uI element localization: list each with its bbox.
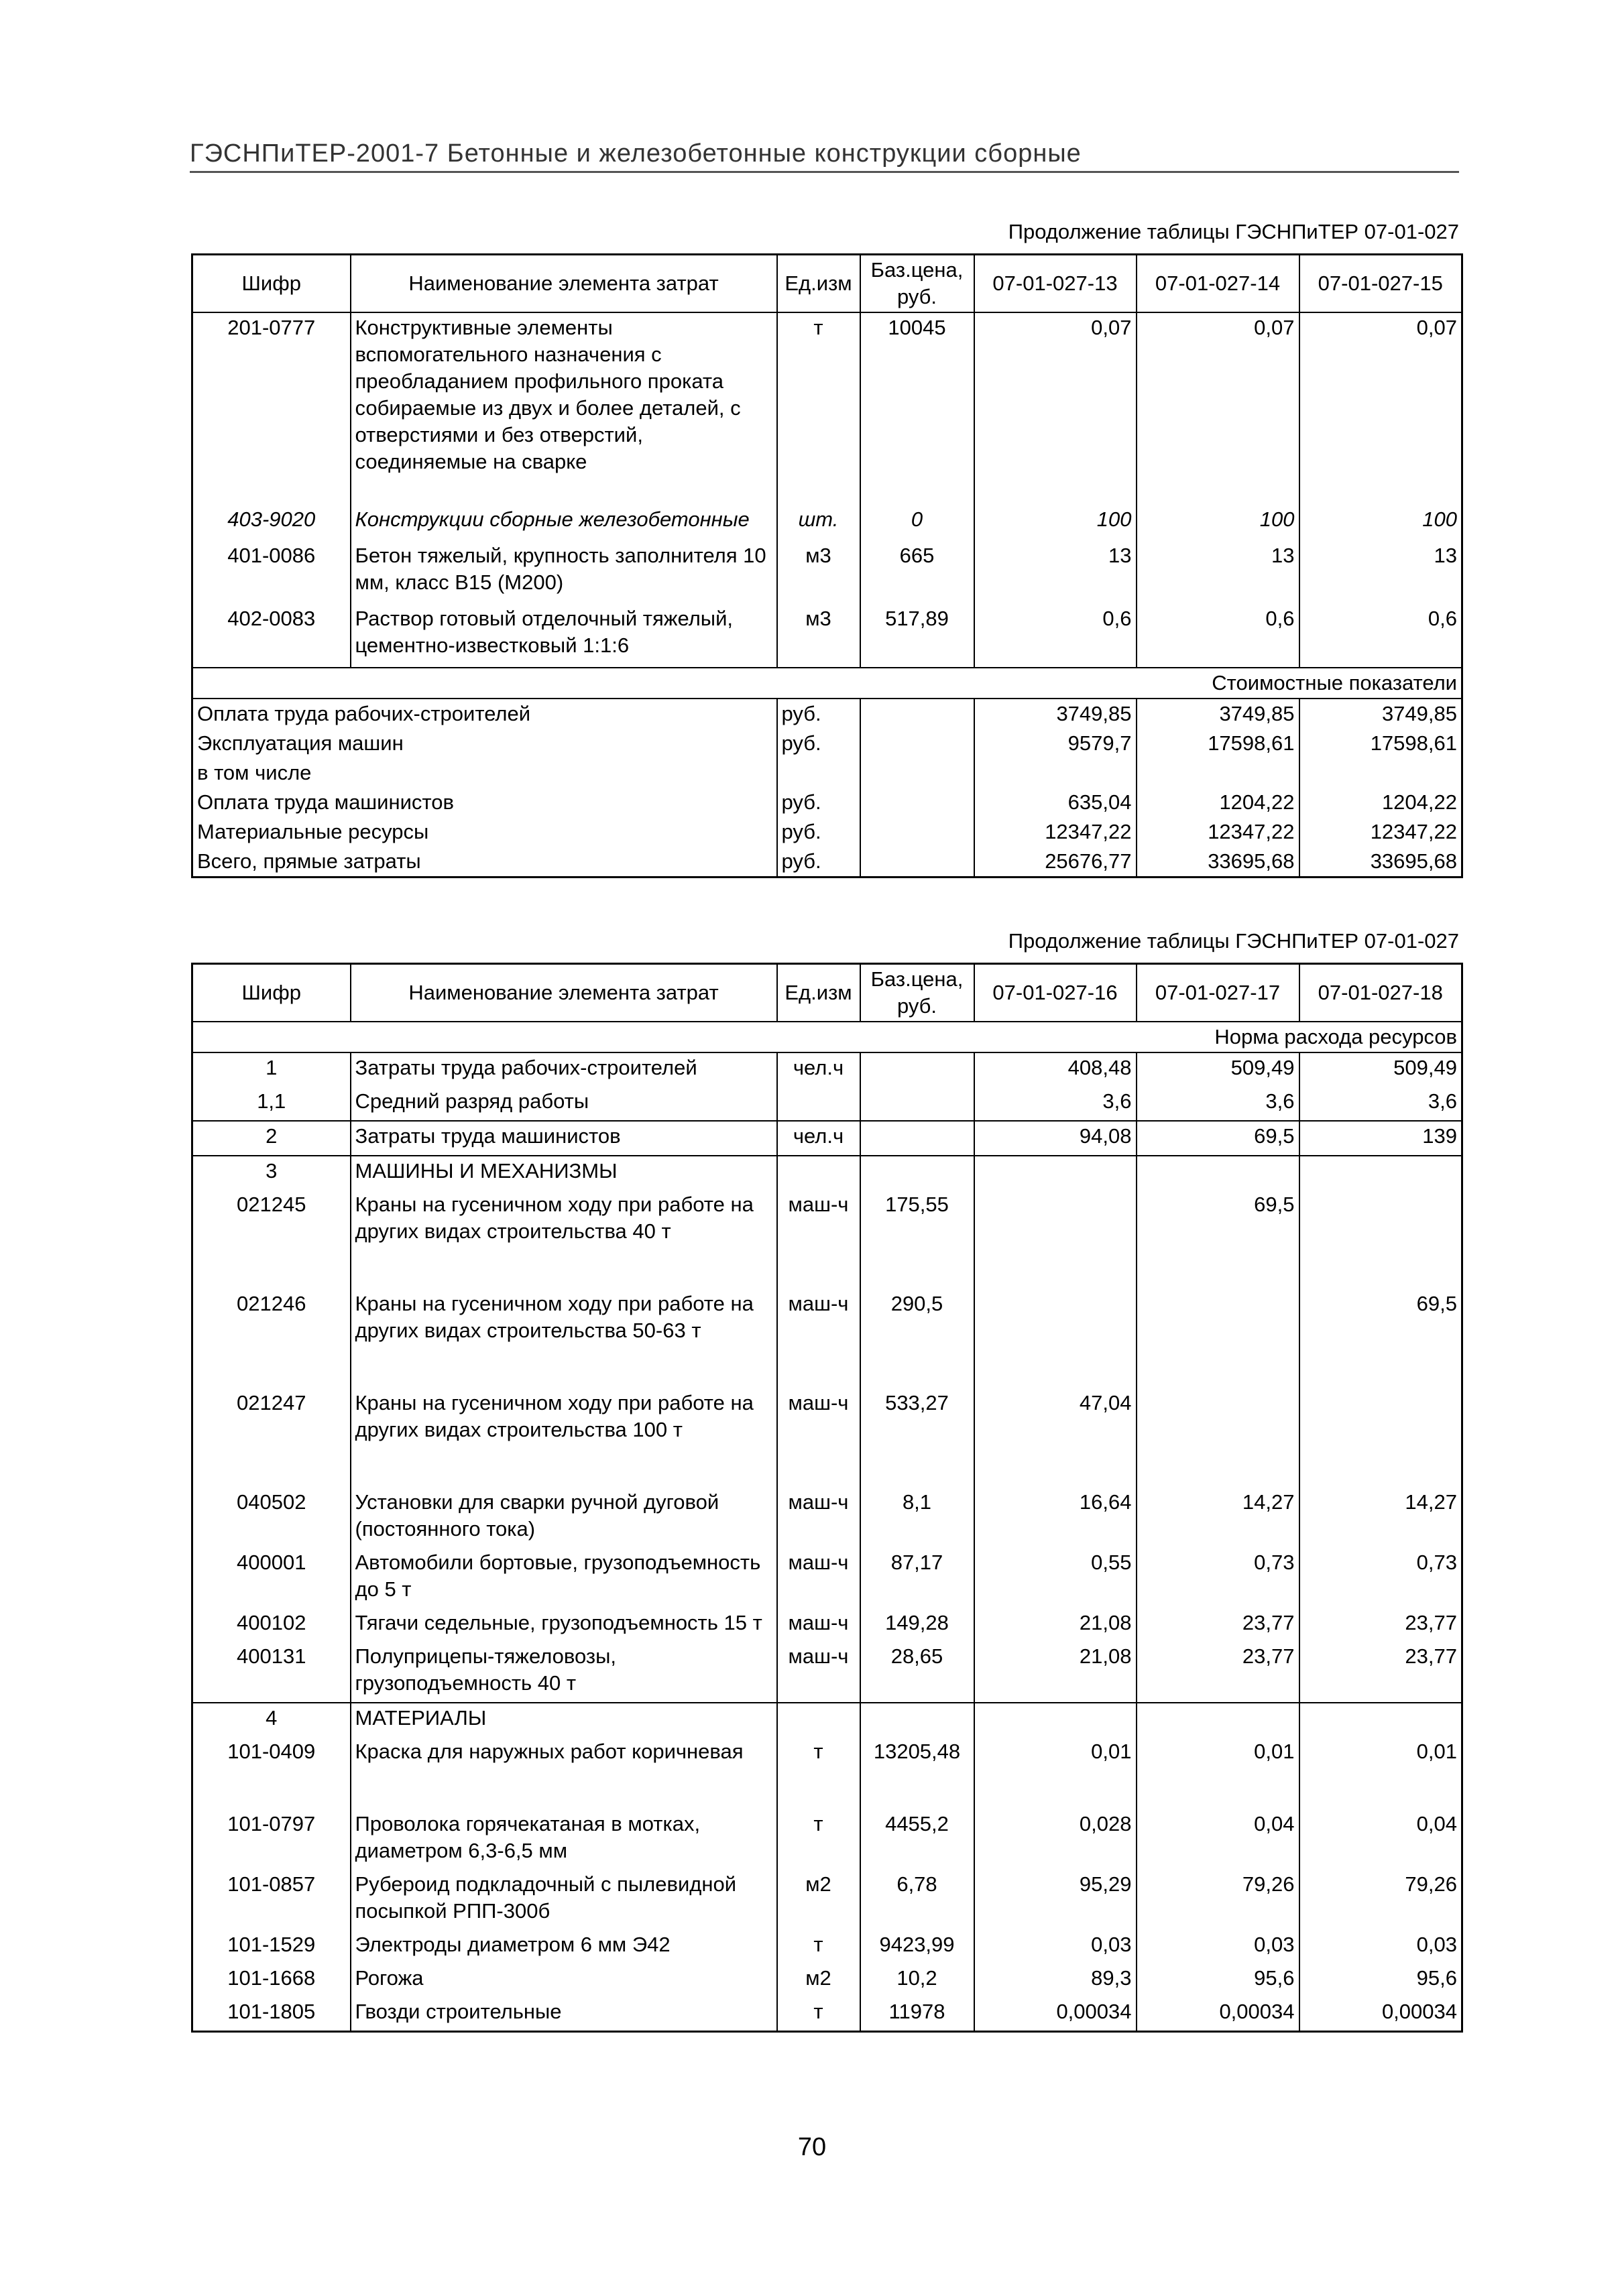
value-cell: 16,64	[974, 1488, 1137, 1548]
unit-cell	[777, 758, 860, 788]
table-row	[192, 1052, 1462, 1087]
table1-continuation-caption: Продолжение таблицы ГЭСНПиТЕР 07-01-027	[1008, 220, 1459, 243]
value-cell	[1137, 1156, 1299, 1190]
value-cell: 3749,85	[974, 699, 1137, 729]
resource-code-cell: 021247	[192, 1388, 351, 1488]
price-cell: 149,28	[860, 1608, 974, 1642]
unit-cell: руб.	[777, 847, 860, 878]
value-cell: 3,6	[1299, 1087, 1462, 1121]
column-header-variant-13: 07-01-027-13	[974, 255, 1137, 313]
value-cell: 0,00034	[1299, 1997, 1462, 2032]
price-cell: 533,27	[860, 1388, 974, 1488]
summary-label: Оплата труда машинистов	[192, 788, 777, 817]
value-cell	[1137, 1289, 1299, 1388]
resource-name-cell: Краны на гусеничном ходу при работе на других видах строительства 40 т	[351, 1190, 777, 1289]
table-row	[192, 1608, 1462, 1642]
resource-code-cell: 101-1529	[192, 1930, 351, 1963]
value-cell: 1204,22	[1299, 788, 1462, 817]
value-cell: 14,27	[1299, 1488, 1462, 1548]
column-header-name: Наименование элемента затрат	[351, 964, 777, 1022]
column-header-name: Наименование элемента затрат	[351, 255, 777, 313]
unit-cell: маш-ч	[777, 1190, 860, 1289]
table-row	[192, 1703, 1462, 1737]
value-cell: 33695,68	[1299, 847, 1462, 878]
value-cell: 79,26	[1299, 1870, 1462, 1930]
price-cell: 175,55	[860, 1190, 974, 1289]
resource-name-cell: Проволока горячекатаная в мотках, диаметром 6,3-6,5 мм	[351, 1809, 777, 1870]
table-row	[192, 505, 1462, 541]
value-cell: 635,04	[974, 788, 1137, 817]
resource-table-2	[191, 963, 1463, 2033]
value-cell: 0,07	[974, 312, 1137, 505]
column-header-variant-15: 07-01-027-15	[1299, 255, 1462, 313]
value-cell: 13	[1299, 541, 1462, 604]
resource-name-cell: Затраты труда машинистов	[351, 1121, 777, 1156]
value-cell: 0,04	[1299, 1809, 1462, 1870]
value-cell	[974, 1289, 1137, 1388]
resource-code-cell: 021245	[192, 1190, 351, 1289]
value-cell: 0,03	[1137, 1930, 1299, 1963]
unit-cell: маш-ч	[777, 1608, 860, 1642]
resource-name-cell: Тягачи седельные, грузоподъемность 15 т	[351, 1608, 777, 1642]
resource-name-cell: Бетон тяжелый, крупность заполнителя 10 мм, класс В15 (М200)	[351, 541, 777, 604]
column-header-variant-18: 07-01-027-18	[1299, 964, 1462, 1022]
resource-name-cell: Краны на гусеничном ходу при работе на других видах строительства 100 т	[351, 1388, 777, 1488]
summary-row	[192, 729, 1462, 758]
value-cell	[1137, 758, 1299, 788]
value-cell: 0,00034	[974, 1997, 1137, 2032]
resource-code-cell: 101-0857	[192, 1870, 351, 1930]
value-cell: 3749,85	[1137, 699, 1299, 729]
resource-code-cell: 4	[192, 1703, 351, 1737]
price-cell: 517,89	[860, 604, 974, 668]
value-cell	[1137, 1703, 1299, 1737]
value-cell: 100	[1299, 505, 1462, 541]
value-cell: 69,5	[1299, 1289, 1462, 1388]
value-cell	[1299, 1703, 1462, 1737]
value-cell: 69,5	[1137, 1190, 1299, 1289]
value-cell: 0,00034	[1137, 1997, 1299, 2032]
table-row	[192, 1870, 1462, 1930]
value-cell: 0,03	[1299, 1930, 1462, 1963]
value-cell: 0,04	[1137, 1809, 1299, 1870]
unit-cell: руб.	[777, 729, 860, 758]
resource-name-cell: Рубероид подкладочный с пылевидной посыпкой РПП-300б	[351, 1870, 777, 1930]
table2-continuation-caption: Продолжение таблицы ГЭСНПиТЕР 07-01-027	[1008, 929, 1459, 953]
summary-row	[192, 817, 1462, 847]
unit-cell: маш-ч	[777, 1548, 860, 1608]
unit-cell: маш-ч	[777, 1488, 860, 1548]
resource-code-cell: 403-9020	[192, 505, 351, 541]
value-cell	[1299, 1388, 1462, 1488]
value-cell: 89,3	[974, 1963, 1137, 1997]
value-cell: 79,26	[1137, 1870, 1299, 1930]
value-cell: 12347,22	[1299, 817, 1462, 847]
summary-row	[192, 758, 1462, 788]
resource-name-cell: Автомобили бортовые, грузоподъемность до 5 т	[351, 1548, 777, 1608]
resource-code-cell: 400001	[192, 1548, 351, 1608]
value-cell: 3749,85	[1299, 699, 1462, 729]
value-cell: 0,01	[1299, 1737, 1462, 1809]
value-cell: 33695,68	[1137, 847, 1299, 878]
table-row	[192, 1289, 1462, 1388]
price-cell	[860, 1156, 974, 1190]
price-cell	[860, 788, 974, 817]
value-cell: 0,6	[974, 604, 1137, 668]
table-row	[192, 1997, 1462, 2032]
band-row	[192, 1022, 1462, 1052]
table1-header-row	[192, 255, 1462, 313]
resource-name-cell: Раствор готовый отделочный тяжелый, цементно-известковый 1:1:6	[351, 604, 777, 668]
value-cell: 12347,22	[974, 817, 1137, 847]
value-cell: 0,01	[974, 1737, 1137, 1809]
value-cell: 3,6	[974, 1087, 1137, 1121]
price-cell	[860, 1703, 974, 1737]
resource-name-cell: Краны на гусеничном ходу при работе на других видах строительства 50-63 т	[351, 1289, 777, 1388]
unit-cell: т	[777, 1809, 860, 1870]
value-cell: 100	[974, 505, 1137, 541]
resource-name-cell: Конструкции сборные железобетонные	[351, 505, 777, 541]
value-cell: 23,77	[1299, 1608, 1462, 1642]
resource-norms-band: Норма расхода ресурсов	[192, 1022, 1462, 1052]
price-cell: 8,1	[860, 1488, 974, 1548]
column-header-variant-16: 07-01-027-16	[974, 964, 1137, 1022]
value-cell	[974, 1703, 1137, 1737]
value-cell: 139	[1299, 1121, 1462, 1156]
resource-code-cell: 021246	[192, 1289, 351, 1388]
value-cell: 0,07	[1299, 312, 1462, 505]
unit-cell: руб.	[777, 817, 860, 847]
value-cell: 94,08	[974, 1121, 1137, 1156]
table2-header-row	[192, 964, 1462, 1022]
value-cell: 0,55	[974, 1548, 1137, 1608]
value-cell: 0,07	[1137, 312, 1299, 505]
cost-indicators-band: Стоимостные показатели	[192, 668, 1462, 699]
table-row	[192, 1190, 1462, 1289]
value-cell: 17598,61	[1137, 729, 1299, 758]
table-row	[192, 1548, 1462, 1608]
value-cell: 23,77	[1299, 1642, 1462, 1703]
unit-cell: т	[777, 1997, 860, 2032]
resource-code-cell: 2	[192, 1121, 351, 1156]
resource-code-cell: 400102	[192, 1608, 351, 1642]
table-row	[192, 312, 1462, 505]
value-cell: 0,028	[974, 1809, 1137, 1870]
value-cell: 21,08	[974, 1642, 1137, 1703]
price-cell	[860, 729, 974, 758]
resource-name-cell: Средний разряд работы	[351, 1087, 777, 1121]
resource-code-cell: 101-1668	[192, 1963, 351, 1997]
value-cell: 408,48	[974, 1052, 1137, 1087]
price-cell: 13205,48	[860, 1737, 974, 1809]
unit-cell: шт.	[777, 505, 860, 541]
value-cell: 0,73	[1137, 1548, 1299, 1608]
value-cell: 0,6	[1299, 604, 1462, 668]
unit-cell: маш-ч	[777, 1388, 860, 1488]
value-cell	[974, 1190, 1137, 1289]
value-cell: 69,5	[1137, 1121, 1299, 1156]
unit-cell: м3	[777, 541, 860, 604]
resource-code-cell: 101-0409	[192, 1737, 351, 1809]
summary-label: Эксплуатация машин	[192, 729, 777, 758]
table-row	[192, 1809, 1462, 1870]
value-cell	[1299, 758, 1462, 788]
unit-cell: руб.	[777, 699, 860, 729]
resource-code-cell: 1,1	[192, 1087, 351, 1121]
unit-cell: м2	[777, 1963, 860, 1997]
table-row	[192, 1963, 1462, 1997]
column-header-code: Шифр	[192, 255, 351, 313]
resource-name-cell: МАШИНЫ И МЕХАНИЗМЫ	[351, 1156, 777, 1190]
value-cell: 0,01	[1137, 1737, 1299, 1809]
table-row	[192, 1121, 1462, 1156]
resource-table-1	[191, 253, 1463, 878]
column-header-variant-14: 07-01-027-14	[1137, 255, 1299, 313]
value-cell: 509,49	[1299, 1052, 1462, 1087]
value-cell: 509,49	[1137, 1052, 1299, 1087]
value-cell: 47,04	[974, 1388, 1137, 1488]
summary-label: Всего, прямые затраты	[192, 847, 777, 878]
price-cell: 10,2	[860, 1963, 974, 1997]
value-cell: 0,03	[974, 1930, 1137, 1963]
value-cell	[1299, 1190, 1462, 1289]
value-cell	[1299, 1156, 1462, 1190]
price-cell	[860, 1052, 974, 1087]
value-cell: 12347,22	[1137, 817, 1299, 847]
summary-label: в том числе	[192, 758, 777, 788]
price-cell: 290,5	[860, 1289, 974, 1388]
resource-code-cell: 040502	[192, 1488, 351, 1548]
unit-cell: чел.ч	[777, 1052, 860, 1087]
resource-name-cell: Установки для сварки ручной дуговой (постоянного тока)	[351, 1488, 777, 1548]
unit-cell	[777, 1087, 860, 1121]
price-cell: 6,78	[860, 1870, 974, 1930]
resource-name-cell: Затраты труда рабочих-строителей	[351, 1052, 777, 1087]
table-row	[192, 1642, 1462, 1703]
summary-label: Оплата труда рабочих-строителей	[192, 699, 777, 729]
document-header: ГЭСНПиТЕР-2001-7 Бетонные и железобетонные конструкции сборные	[190, 139, 1459, 173]
summary-label: Материальные ресурсы	[192, 817, 777, 847]
unit-cell: руб.	[777, 788, 860, 817]
price-cell	[860, 758, 974, 788]
resource-code-cell: 201-0777	[192, 312, 351, 505]
unit-cell	[777, 1703, 860, 1737]
table-row	[192, 1488, 1462, 1548]
table-row	[192, 541, 1462, 604]
resource-name-cell: МАТЕРИАЛЫ	[351, 1703, 777, 1737]
unit-cell: маш-ч	[777, 1642, 860, 1703]
resource-name-cell: Электроды диаметром 6 мм Э42	[351, 1930, 777, 1963]
value-cell: 25676,77	[974, 847, 1137, 878]
value-cell: 13	[1137, 541, 1299, 604]
value-cell: 95,6	[1299, 1963, 1462, 1997]
value-cell: 13	[974, 541, 1137, 604]
value-cell: 21,08	[974, 1608, 1137, 1642]
unit-cell: т	[777, 1930, 860, 1963]
price-cell: 87,17	[860, 1548, 974, 1608]
band-row	[192, 668, 1462, 699]
price-cell	[860, 847, 974, 878]
price-cell: 11978	[860, 1997, 974, 2032]
value-cell: 23,77	[1137, 1608, 1299, 1642]
unit-cell: т	[777, 1737, 860, 1809]
resource-name-cell: Рогожа	[351, 1963, 777, 1997]
unit-cell: маш-ч	[777, 1289, 860, 1388]
price-cell	[860, 817, 974, 847]
table-row	[192, 604, 1462, 668]
column-header-unit: Ед.изм	[777, 964, 860, 1022]
resource-name-cell: Полуприцепы-тяжеловозы, грузоподъемность 40 т	[351, 1642, 777, 1703]
resource-name-cell: Гвозди строительные	[351, 1997, 777, 2032]
value-cell	[974, 1156, 1137, 1190]
unit-cell: т	[777, 312, 860, 505]
unit-cell	[777, 1156, 860, 1190]
price-cell: 665	[860, 541, 974, 604]
page-number: 70	[797, 2133, 827, 2161]
column-header-unit: Ед.изм	[777, 255, 860, 313]
table-row	[192, 1930, 1462, 1963]
price-cell	[860, 699, 974, 729]
table-row	[192, 1737, 1462, 1809]
column-header-price: Баз.цена, руб.	[860, 964, 974, 1022]
resource-code-cell: 3	[192, 1156, 351, 1190]
price-cell: 0	[860, 505, 974, 541]
summary-row	[192, 847, 1462, 878]
resource-code-cell: 400131	[192, 1642, 351, 1703]
value-cell	[974, 758, 1137, 788]
value-cell: 17598,61	[1299, 729, 1462, 758]
value-cell: 9579,7	[974, 729, 1137, 758]
resource-code-cell: 402-0083	[192, 604, 351, 668]
value-cell: 1204,22	[1137, 788, 1299, 817]
resource-code-cell: 101-0797	[192, 1809, 351, 1870]
resource-code-cell: 101-1805	[192, 1997, 351, 2032]
resource-name-cell: Конструктивные элементы вспомогательного назначения с преобладанием профильного проката собираемые из двух и более деталей, с отверстиями и без отверстий, соединяемые на сварке	[351, 312, 777, 505]
summary-row	[192, 788, 1462, 817]
resource-name-cell: Краска для наружных работ коричневая	[351, 1737, 777, 1809]
summary-row	[192, 699, 1462, 729]
value-cell: 0,6	[1137, 604, 1299, 668]
price-cell: 28,65	[860, 1642, 974, 1703]
column-header-price: Баз.цена, руб.	[860, 255, 974, 313]
table-row	[192, 1388, 1462, 1488]
unit-cell: м2	[777, 1870, 860, 1930]
value-cell: 23,77	[1137, 1642, 1299, 1703]
price-cell	[860, 1087, 974, 1121]
resource-code-cell: 401-0086	[192, 541, 351, 604]
unit-cell: м3	[777, 604, 860, 668]
table-row	[192, 1087, 1462, 1121]
price-cell: 4455,2	[860, 1809, 974, 1870]
value-cell: 100	[1137, 505, 1299, 541]
value-cell: 14,27	[1137, 1488, 1299, 1548]
value-cell: 3,6	[1137, 1087, 1299, 1121]
value-cell	[1137, 1388, 1299, 1488]
column-header-variant-17: 07-01-027-17	[1137, 964, 1299, 1022]
unit-cell: чел.ч	[777, 1121, 860, 1156]
column-header-code: Шифр	[192, 964, 351, 1022]
value-cell: 95,29	[974, 1870, 1137, 1930]
resource-code-cell: 1	[192, 1052, 351, 1087]
price-cell: 10045	[860, 312, 974, 505]
table-row	[192, 1156, 1462, 1190]
price-cell: 9423,99	[860, 1930, 974, 1963]
price-cell	[860, 1121, 974, 1156]
value-cell: 0,73	[1299, 1548, 1462, 1608]
value-cell: 95,6	[1137, 1963, 1299, 1997]
